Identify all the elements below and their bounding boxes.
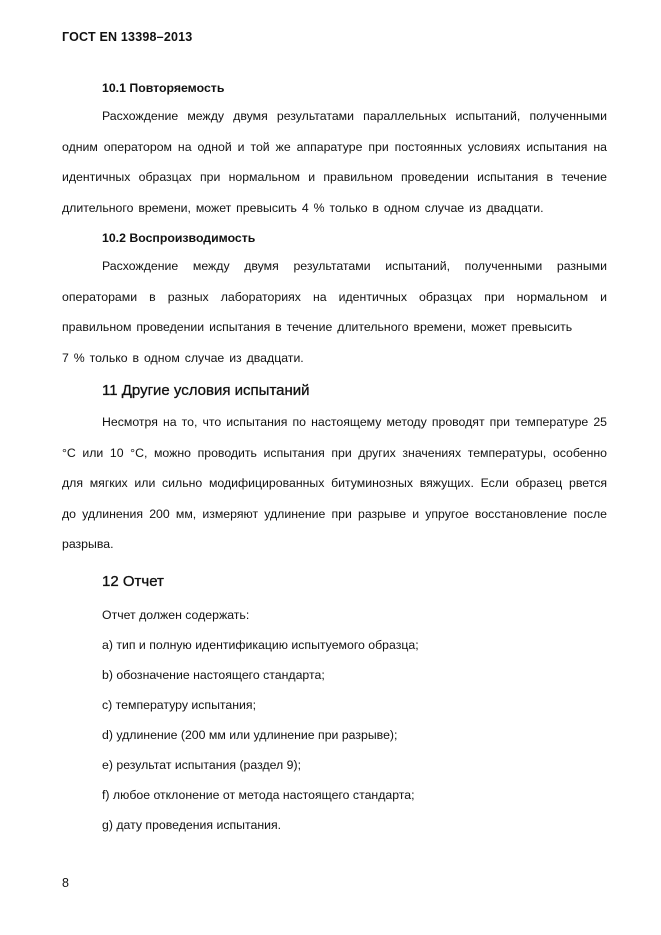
list-item: d) удлинение (200 мм или удлинение при разрыве); [102,727,398,742]
list-item: b) обозначение настоящего стандарта; [102,667,325,682]
report-intro: Отчет должен содержать: [102,607,250,622]
heading-11: 11 Другие условия испытаний [102,382,310,399]
paragraph-10-1: Расхождение между двумя результатами параллельных испытаний, полученными одним оператором на одной и той же аппаратуре при постоянных условиях испытания на идентичных образцах при нормальном и правильном проведении испытания в течение длительного времени, может превысить 4 % только в одном случае из двадцати. [62,109,607,215]
paragraph-11: Несмотря на то, что испытания по настоящему методу проводят при температуре 25 °С или 10 °С, можно проводить испытания при других значениях температуры, особенно для мягких или сильно модифицированных битуминозных вяжущих. Если образец рвется до удлинения 200 мм, измеряют удлинение при разрыве и упругое восстановление после разрыва. [62,415,607,551]
document-header: ГОСТ EN 13398–2013 [62,30,193,44]
paragraph-10-2: Расхождение между двумя результатами испытаний, полученными разными операторами в разных лабораториях на идентичных образцах при нормальном и правильном проведении испытания в течение длительного времени, может превысить [62,259,607,334]
list-item: g) дату проведения испытания. [102,817,282,832]
list-item: e) результат испытания (раздел 9); [102,757,302,772]
page-number: 8 [62,876,69,890]
document-body [62,75,607,840]
paragraph-10-2-tail: 7 % только в одном случае из двадцати. [62,350,304,365]
list-item: f) любое отклонение от метода настоящего стандарта; [102,787,415,802]
list-item: a) тип и полную идентификацию испытуемого образца; [102,637,419,652]
heading-10-2: 10.2 Воспроизводимость [102,231,256,245]
list-item: c) температуру испытания; [102,697,256,712]
heading-12: 12 Отчет [102,572,164,590]
heading-10-1: 10.1 Повторяемость [102,81,225,95]
